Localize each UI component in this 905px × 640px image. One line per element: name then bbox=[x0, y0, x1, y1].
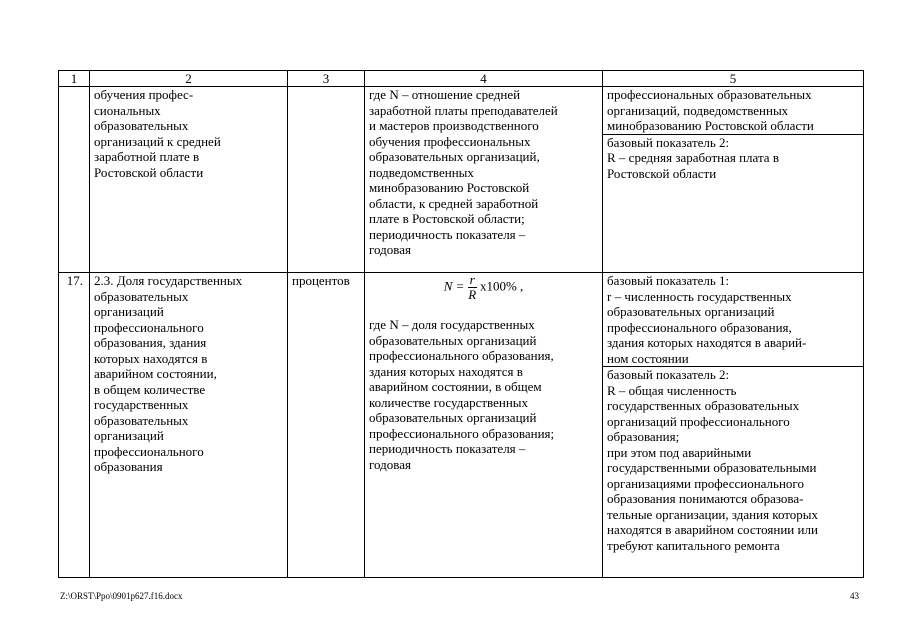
text-line: базовый показатель 2: bbox=[607, 367, 730, 382]
text-line: r – численность государственных bbox=[607, 288, 792, 304]
text-line: профессионального bbox=[94, 319, 204, 335]
text-line: где N – доля государственных bbox=[369, 317, 535, 332]
text-line: при этом под аварийными bbox=[607, 444, 752, 460]
table-row-continuation bbox=[59, 87, 864, 273]
text-line: количестве государственных bbox=[369, 394, 529, 410]
basis-cell bbox=[603, 87, 864, 273]
text-line: организациями профессионального bbox=[607, 475, 804, 491]
basis-indicator-2 bbox=[603, 135, 863, 182]
text-line: сиональных bbox=[94, 102, 161, 118]
text-line: минобразованию Ростовской bbox=[369, 180, 530, 195]
text-line: которых находятся в bbox=[94, 350, 208, 366]
row-number-cell bbox=[59, 87, 90, 273]
formula-denominator: R bbox=[468, 287, 477, 302]
text-line: образования bbox=[94, 459, 163, 474]
header-row bbox=[59, 71, 864, 87]
text-line: минобразованию Ростовской области bbox=[607, 118, 814, 133]
text-line: аварийном состоянии, bbox=[94, 366, 217, 381]
text-line: подведомственных bbox=[369, 164, 474, 180]
unit-cell bbox=[288, 87, 365, 273]
text-line: организаций профессионального bbox=[607, 413, 790, 429]
header-col-5: 5 bbox=[603, 71, 864, 87]
formula-numerator: r bbox=[469, 272, 475, 287]
text-line: организаций bbox=[94, 304, 164, 319]
text-line: годовая bbox=[369, 242, 411, 257]
text-line: образовательных организаций, bbox=[369, 149, 540, 164]
text-line: здания которых находятся в bbox=[369, 363, 523, 379]
text-line: образовательных bbox=[94, 118, 189, 133]
text-line: в общем количестве bbox=[94, 381, 206, 397]
text-line: и мастеров производственного bbox=[369, 118, 539, 133]
formula-lhs: N = bbox=[443, 278, 465, 294]
basis-indicator-2 bbox=[603, 367, 863, 553]
text-line: здания которых находятся в аварий- bbox=[607, 335, 807, 350]
indicators-table bbox=[58, 70, 864, 578]
text-line: образовательных bbox=[94, 412, 189, 428]
method-cell bbox=[365, 87, 603, 273]
text-line: базовый показатель 2: bbox=[607, 134, 730, 150]
text-line: R – средняя заработная плата в bbox=[607, 150, 779, 165]
header-col-3: 3 bbox=[288, 71, 365, 87]
text-line: образовательных организаций bbox=[607, 304, 775, 319]
text-line: Ростовской области bbox=[94, 164, 204, 180]
method-text bbox=[369, 317, 598, 472]
text-line: государственных bbox=[94, 397, 189, 412]
method-cell bbox=[365, 273, 603, 578]
header-col-1: 1 bbox=[59, 71, 90, 87]
text-line: организаций, подведомственных bbox=[607, 102, 789, 118]
text-line: базовый показатель 1: bbox=[607, 273, 730, 288]
text-line: 2.3. Доля государственных bbox=[94, 273, 243, 288]
indicator-name-cell bbox=[90, 273, 288, 578]
basis-indicator-1 bbox=[603, 87, 863, 135]
text-line: тельные организации, здания которых bbox=[607, 506, 819, 522]
text-line: аварийном состоянии, в общем bbox=[369, 379, 542, 394]
basis-cell bbox=[603, 273, 864, 578]
header-col-4: 4 bbox=[365, 71, 603, 87]
text-line: государственными образовательными bbox=[607, 460, 817, 475]
text-line: профессиональных образовательных bbox=[607, 87, 812, 102]
basis-indicator-1 bbox=[603, 273, 863, 367]
text-line: профессионального образования; bbox=[369, 425, 555, 441]
text-line: заработной платы преподавателей bbox=[369, 102, 558, 118]
text-line: R – общая численность bbox=[607, 382, 737, 398]
text-line: плате в Ростовской области; bbox=[369, 211, 525, 226]
indicator-name-cell bbox=[90, 87, 288, 273]
text-line: заработной плате в bbox=[94, 149, 200, 164]
text-line: требуют капитального ремонта bbox=[607, 537, 780, 553]
formula-fraction bbox=[468, 273, 477, 302]
text-line: находятся в аварийном состоянии или bbox=[607, 522, 818, 537]
text-line: образовательных организаций bbox=[369, 332, 537, 348]
text-line: организаций к средней bbox=[94, 133, 221, 149]
footer-page-number: 43 bbox=[850, 591, 859, 601]
text-line: обучения профессиональных bbox=[369, 133, 531, 149]
row-number-cell: 17. bbox=[59, 273, 90, 578]
text-line: профессионального bbox=[94, 443, 204, 459]
formula-rhs: x100% , bbox=[479, 278, 524, 294]
formula bbox=[369, 273, 598, 317]
text-line: Ростовской области bbox=[607, 165, 717, 181]
text-line: обучения профес- bbox=[94, 87, 194, 102]
table-row-17 bbox=[59, 273, 864, 578]
text-line: годовая bbox=[369, 456, 411, 472]
text-line: образования, здания bbox=[94, 335, 207, 350]
text-line: государственных образовательных bbox=[607, 398, 800, 413]
text-line: профессионального образования, bbox=[607, 319, 792, 335]
text-line: ном состоянии bbox=[607, 350, 689, 366]
text-line: области, к средней заработной bbox=[369, 195, 539, 211]
text-line: профессионального образования, bbox=[369, 348, 554, 363]
text-line: где N – отношение средней bbox=[369, 87, 521, 102]
footer-file-path: Z:\ORST\Ppo\0901p627.f16.docx bbox=[60, 591, 183, 601]
text-line: образовательных организаций bbox=[369, 410, 537, 425]
unit-cell: процентов bbox=[288, 273, 365, 578]
text-line: периодичность показателя – bbox=[369, 226, 526, 242]
text-line: организаций bbox=[94, 428, 164, 443]
text-line: образовательных bbox=[94, 288, 189, 304]
text-line: образования понимаются образова- bbox=[607, 491, 804, 506]
text-line: образования; bbox=[607, 429, 680, 444]
text-line: периодичность показателя – bbox=[369, 441, 526, 456]
header-col-2: 2 bbox=[90, 71, 288, 87]
